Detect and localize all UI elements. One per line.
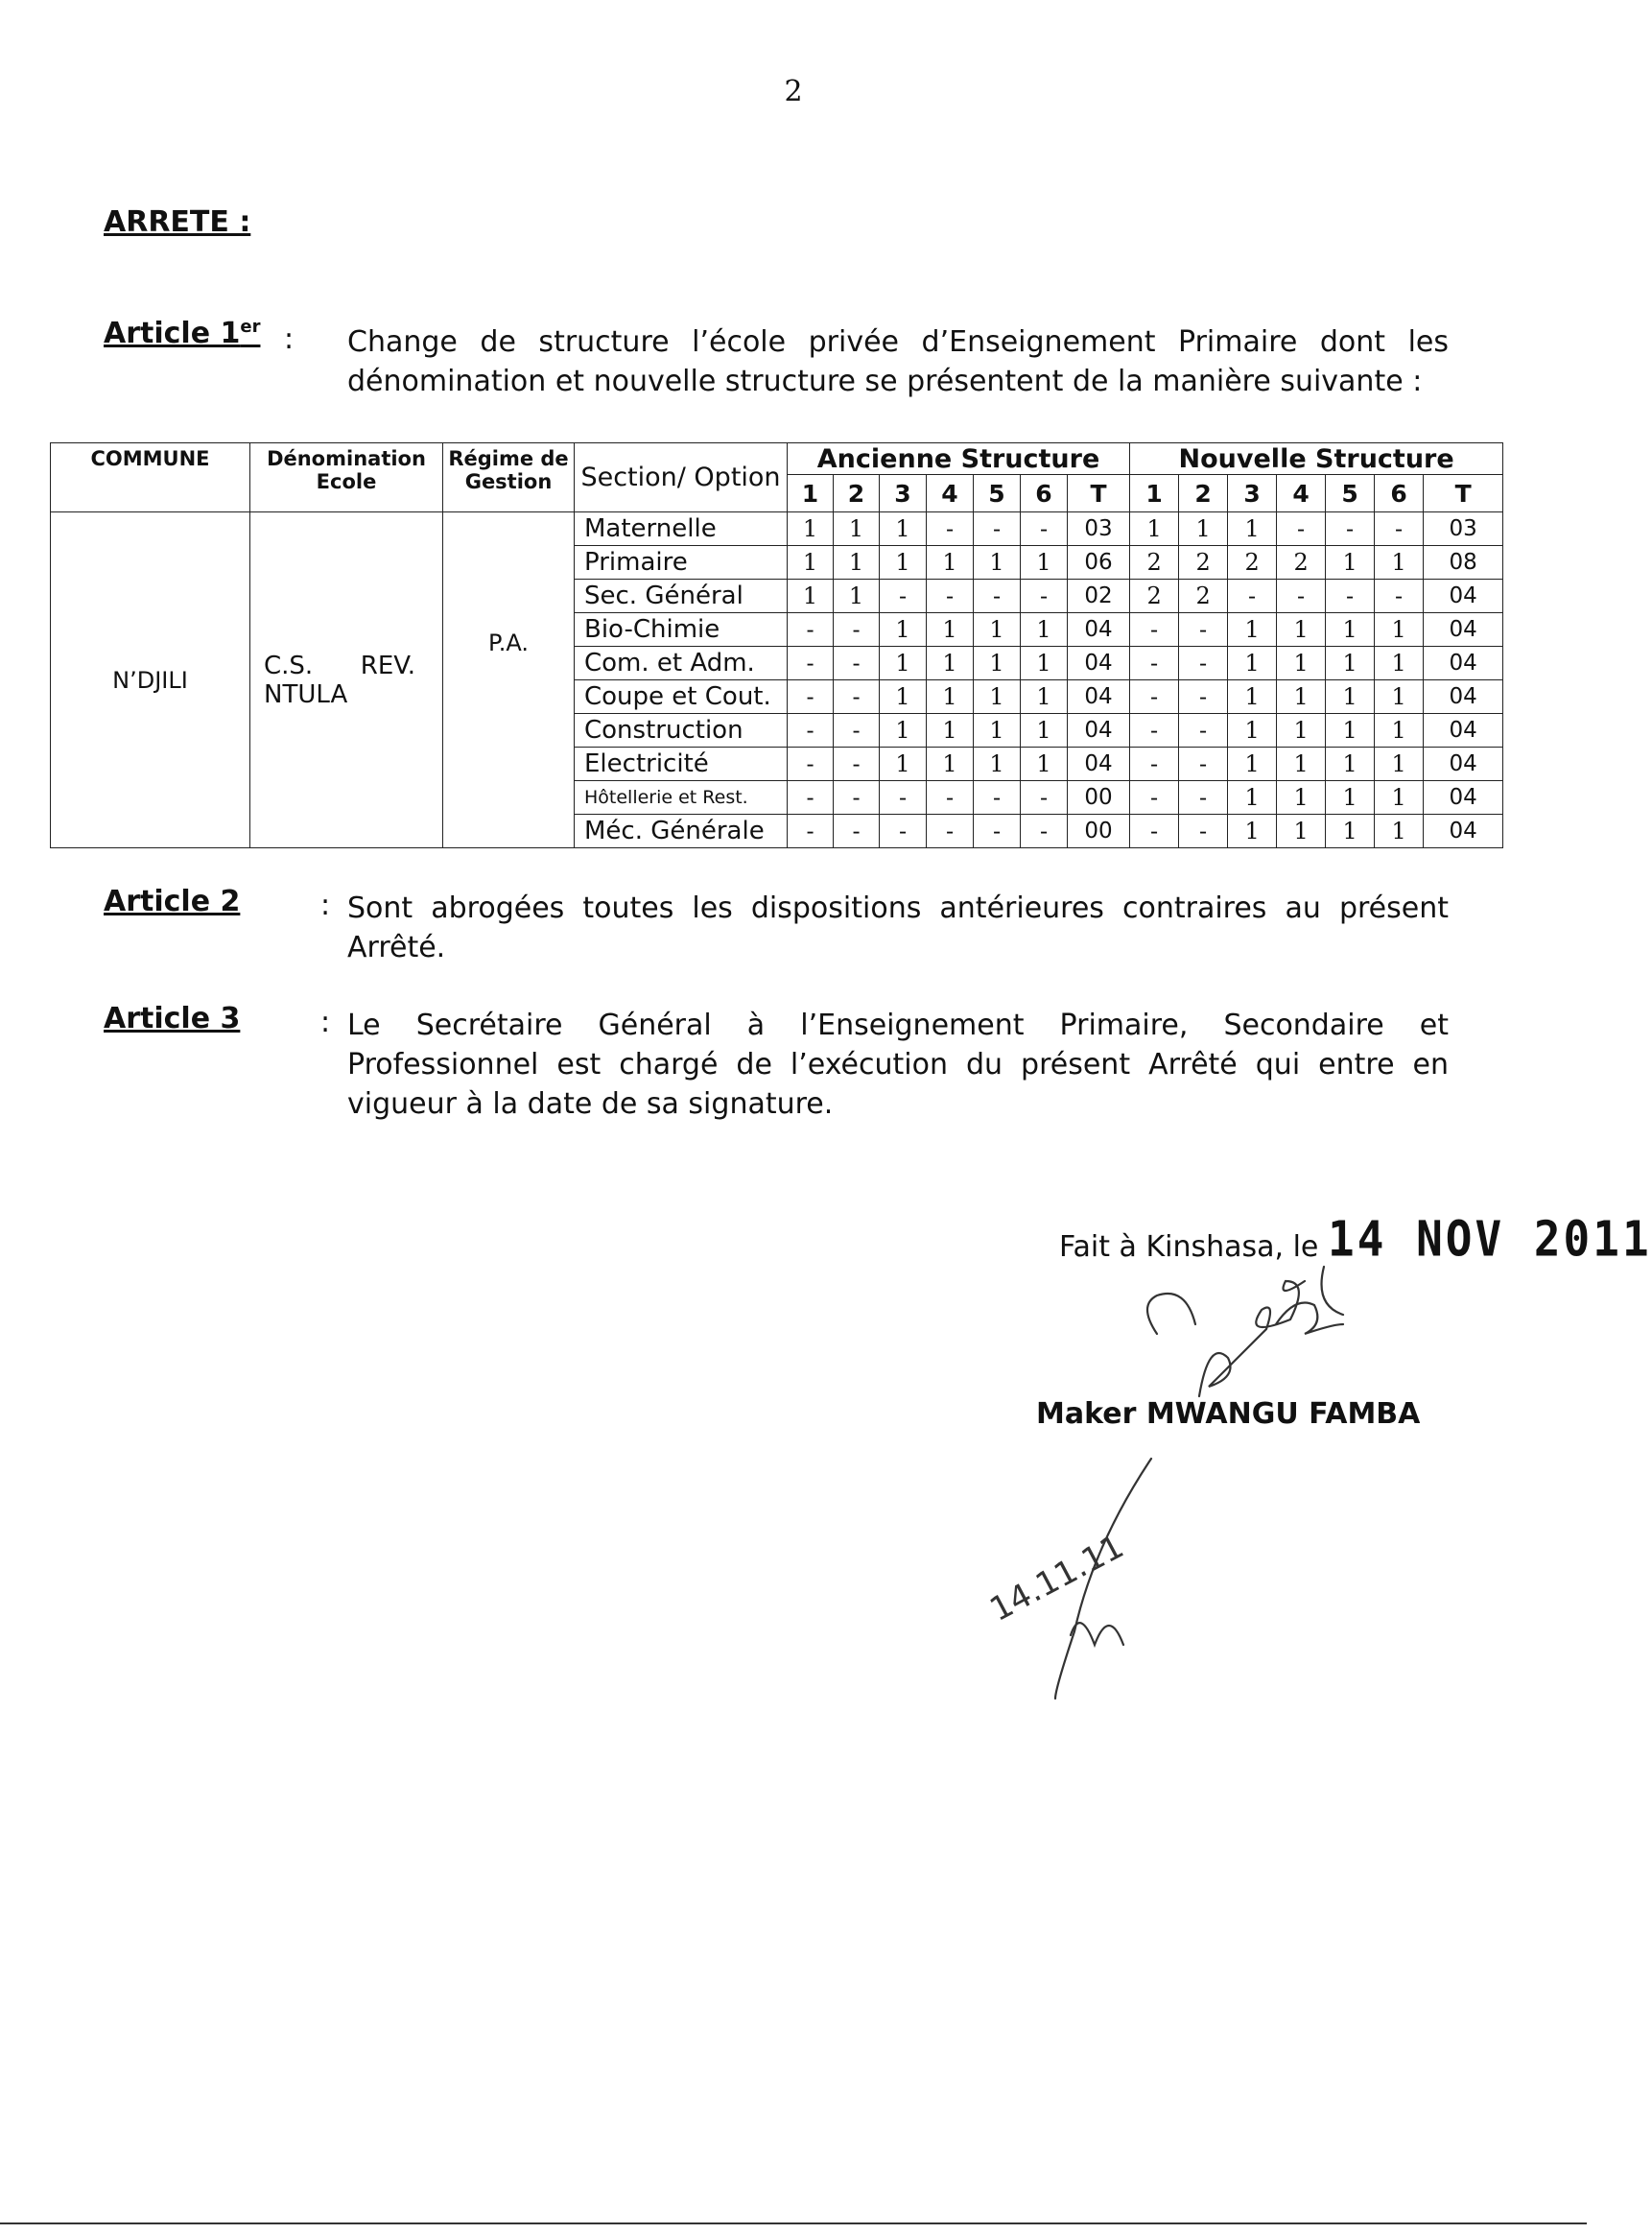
option-cell: Coupe et Cout. xyxy=(575,680,788,714)
nouvelle-value-cell: 1 xyxy=(1228,613,1277,647)
ancienne-value-cell: 02 xyxy=(1068,580,1130,613)
header-nouvelle-structure: Nouvelle Structure xyxy=(1130,443,1503,475)
nouvelle-value-cell: 1 xyxy=(1130,512,1179,546)
option-cell: Hôtellerie et Rest. xyxy=(575,781,788,815)
ancienne-value-cell: - xyxy=(788,613,834,647)
nouvelle-value-cell: 2 xyxy=(1228,546,1277,580)
ancienne-value-cell: - xyxy=(1021,781,1068,815)
nouvelle-value-cell: - xyxy=(1179,613,1228,647)
ancienne-value-cell: 1 xyxy=(1021,748,1068,781)
ancienne-value-cell: 04 xyxy=(1068,613,1130,647)
ancienne-value-cell: 06 xyxy=(1068,546,1130,580)
header-ancienne-structure: Ancienne Structure xyxy=(788,443,1130,475)
header-nouvelle-col: 6 xyxy=(1375,475,1424,512)
ancienne-value-cell: - xyxy=(834,781,880,815)
ancienne-value-cell: - xyxy=(788,647,834,680)
header-nouvelle-col: 5 xyxy=(1326,475,1375,512)
nouvelle-value-cell: - xyxy=(1326,512,1375,546)
nouvelle-value-cell: 1 xyxy=(1326,647,1375,680)
nouvelle-value-cell: 1 xyxy=(1228,781,1277,815)
nouvelle-value-cell: 1 xyxy=(1326,815,1375,848)
header-commune: COMMUNE xyxy=(51,443,250,512)
ecole-line-2: NTULA xyxy=(264,679,348,709)
ancienne-value-cell: 1 xyxy=(974,546,1021,580)
ancienne-value-cell: - xyxy=(834,815,880,848)
nouvelle-value-cell: 1 xyxy=(1228,815,1277,848)
nouvelle-value-cell: 1 xyxy=(1326,680,1375,714)
ancienne-value-cell: 04 xyxy=(1068,680,1130,714)
ancienne-value-cell: 1 xyxy=(974,680,1021,714)
handwritten-initials: 14.11.11 xyxy=(983,1527,1130,1629)
option-cell: Méc. Générale xyxy=(575,815,788,848)
ancienne-value-cell: 04 xyxy=(1068,647,1130,680)
option-cell: Maternelle xyxy=(575,512,788,546)
ancienne-value-cell: 1 xyxy=(788,512,834,546)
nouvelle-value-cell: 04 xyxy=(1424,613,1503,647)
nouvelle-value-cell: 04 xyxy=(1424,815,1503,848)
nouvelle-value-cell: 1 xyxy=(1375,815,1424,848)
nouvelle-value-cell: 04 xyxy=(1424,580,1503,613)
nouvelle-value-cell: - xyxy=(1130,781,1179,815)
nouvelle-value-cell: - xyxy=(1375,512,1424,546)
option-cell: Com. et Adm. xyxy=(575,647,788,680)
nouvelle-value-cell: 2 xyxy=(1130,580,1179,613)
nouvelle-value-cell: 04 xyxy=(1424,748,1503,781)
ancienne-value-cell: 1 xyxy=(834,512,880,546)
nouvelle-value-cell: 1 xyxy=(1277,647,1326,680)
ancienne-value-cell: - xyxy=(974,781,1021,815)
ancienne-value-cell: 1 xyxy=(1021,680,1068,714)
nouvelle-value-cell: 1 xyxy=(1277,748,1326,781)
ancienne-value-cell: 1 xyxy=(880,546,927,580)
nouvelle-value-cell: 03 xyxy=(1424,512,1503,546)
header-ancienne-col: T xyxy=(1068,475,1130,512)
nouvelle-value-cell: 1 xyxy=(1228,680,1277,714)
article-2-colon: : xyxy=(320,889,331,922)
ancienne-value-cell: - xyxy=(1021,815,1068,848)
nouvelle-value-cell: 1 xyxy=(1277,680,1326,714)
ancienne-value-cell: - xyxy=(974,815,1021,848)
ecole-line-1: C.S. REV. xyxy=(264,651,415,680)
header-ancienne-col: 4 xyxy=(927,475,974,512)
nouvelle-value-cell: - xyxy=(1228,580,1277,613)
ancienne-value-cell: 1 xyxy=(927,714,974,748)
ancienne-value-cell: - xyxy=(927,815,974,848)
signatory-name: Maker MWANGU FAMBA xyxy=(1036,1397,1421,1431)
nouvelle-value-cell: 1 xyxy=(1375,613,1424,647)
nouvelle-value-cell: - xyxy=(1130,613,1179,647)
ancienne-value-cell: - xyxy=(880,580,927,613)
nouvelle-value-cell: 1 xyxy=(1375,546,1424,580)
ancienne-value-cell: 1 xyxy=(974,714,1021,748)
nouvelle-value-cell: 1 xyxy=(1277,613,1326,647)
ancienne-value-cell: 1 xyxy=(880,714,927,748)
nouvelle-value-cell: - xyxy=(1130,680,1179,714)
nouvelle-value-cell: 08 xyxy=(1424,546,1503,580)
article-1-colon: : xyxy=(284,322,295,356)
article-3-label: Article 3 xyxy=(104,1002,241,1035)
footer-rule xyxy=(0,2222,1587,2224)
ancienne-value-cell: - xyxy=(788,680,834,714)
article-3-colon: : xyxy=(320,1006,331,1039)
ancienne-value-cell: 00 xyxy=(1068,781,1130,815)
ancienne-value-cell: 1 xyxy=(927,546,974,580)
header-nouvelle-col: 3 xyxy=(1228,475,1277,512)
nouvelle-value-cell: - xyxy=(1130,748,1179,781)
nouvelle-value-cell: 1 xyxy=(1228,512,1277,546)
article-2-text: Sont abrogées toutes les dispositions antérieures contraires au présent Arrêté. xyxy=(347,891,1449,964)
ancienne-value-cell: - xyxy=(880,781,927,815)
nouvelle-value-cell: 1 xyxy=(1375,748,1424,781)
ancienne-value-cell: - xyxy=(788,714,834,748)
header-ancienne-col: 5 xyxy=(974,475,1021,512)
nouvelle-value-cell: 1 xyxy=(1326,714,1375,748)
ancienne-value-cell: - xyxy=(1021,512,1068,546)
header-ancienne-col: 6 xyxy=(1021,475,1068,512)
nouvelle-value-cell: 2 xyxy=(1277,546,1326,580)
nouvelle-value-cell: 1 xyxy=(1228,647,1277,680)
header-nouvelle-col: 4 xyxy=(1277,475,1326,512)
nouvelle-value-cell: 1 xyxy=(1228,748,1277,781)
ancienne-value-cell: - xyxy=(788,815,834,848)
article-3-text: Le Secrétaire Général à l’Enseignement Primaire, Secondaire et Professionnel est chargé de l’exécution du présent Arrêté qui entre en vigueur à la date de sa signature. xyxy=(347,1009,1449,1121)
regime-cell: P.A. xyxy=(443,512,575,848)
header-ancienne-col: 2 xyxy=(834,475,880,512)
ancienne-value-cell: - xyxy=(834,613,880,647)
option-cell: Construction xyxy=(575,714,788,748)
nouvelle-value-cell: 1 xyxy=(1375,680,1424,714)
ancienne-value-cell: - xyxy=(834,647,880,680)
nouvelle-value-cell: 2 xyxy=(1130,546,1179,580)
nouvelle-value-cell: 04 xyxy=(1424,647,1503,680)
header-regime: Régime de Gestion xyxy=(443,443,575,512)
ancienne-value-cell: - xyxy=(880,815,927,848)
ancienne-value-cell: 1 xyxy=(834,580,880,613)
ancienne-value-cell: - xyxy=(927,512,974,546)
nouvelle-value-cell: 2 xyxy=(1179,580,1228,613)
ancienne-value-cell: 1 xyxy=(927,748,974,781)
ancienne-value-cell: 1 xyxy=(880,512,927,546)
nouvelle-value-cell: 1 xyxy=(1326,781,1375,815)
nouvelle-value-cell: - xyxy=(1130,714,1179,748)
header-nouvelle-col: 1 xyxy=(1130,475,1179,512)
ancienne-value-cell: 1 xyxy=(927,647,974,680)
ancienne-value-cell: - xyxy=(834,680,880,714)
ancienne-value-cell: 1 xyxy=(788,580,834,613)
ancienne-value-cell: 1 xyxy=(974,647,1021,680)
header-section: Section/ Option xyxy=(575,443,788,512)
ancienne-value-cell: 1 xyxy=(1021,714,1068,748)
ancienne-value-cell: 1 xyxy=(788,546,834,580)
nouvelle-value-cell: - xyxy=(1179,781,1228,815)
article-1-text: Change de structure l’école privée d’Enseignement Primaire dont les dénomination et nouvelle structure se présentent de la manière suivante : xyxy=(347,325,1449,398)
nouvelle-value-cell: 1 xyxy=(1179,512,1228,546)
nouvelle-value-cell: 1 xyxy=(1375,714,1424,748)
nouvelle-value-cell: - xyxy=(1179,647,1228,680)
nouvelle-value-cell: - xyxy=(1277,580,1326,613)
stamp-date: 14 NOV 2011 xyxy=(1328,1210,1652,1268)
nouvelle-value-cell: 1 xyxy=(1277,781,1326,815)
article-1-label: Article 1er xyxy=(104,317,261,350)
ancienne-value-cell: 1 xyxy=(927,680,974,714)
page-number: 2 xyxy=(784,75,803,108)
ancienne-value-cell: - xyxy=(927,580,974,613)
header-ancienne-col: 1 xyxy=(788,475,834,512)
ancienne-value-cell: - xyxy=(788,748,834,781)
ancienne-value-cell: 1 xyxy=(834,546,880,580)
ancienne-value-cell: - xyxy=(834,714,880,748)
header-nouvelle-col: 2 xyxy=(1179,475,1228,512)
ancienne-value-cell: 1 xyxy=(1021,647,1068,680)
ancienne-value-cell: 1 xyxy=(880,647,927,680)
nouvelle-value-cell: - xyxy=(1326,580,1375,613)
ancienne-value-cell: - xyxy=(834,748,880,781)
ancienne-value-cell: 1 xyxy=(880,680,927,714)
nouvelle-value-cell: - xyxy=(1179,680,1228,714)
ancienne-value-cell: - xyxy=(974,512,1021,546)
nouvelle-value-cell: 1 xyxy=(1375,647,1424,680)
ancienne-value-cell: 04 xyxy=(1068,714,1130,748)
ancienne-value-cell: 1 xyxy=(927,613,974,647)
nouvelle-value-cell: 04 xyxy=(1424,714,1503,748)
option-cell: Sec. Général xyxy=(575,580,788,613)
nouvelle-value-cell: - xyxy=(1179,748,1228,781)
commune-cell: N’DJILI xyxy=(51,512,250,848)
option-cell: Primaire xyxy=(575,546,788,580)
header-ancienne-col: 3 xyxy=(880,475,927,512)
ancienne-value-cell: 1 xyxy=(974,613,1021,647)
fait-a-kinshasa: Fait à Kinshasa, le xyxy=(1059,1230,1319,1264)
nouvelle-value-cell: 1 xyxy=(1277,815,1326,848)
option-cell: Electricité xyxy=(575,748,788,781)
nouvelle-value-cell: 1 xyxy=(1326,748,1375,781)
nouvelle-value-cell: 04 xyxy=(1424,781,1503,815)
nouvelle-value-cell: 04 xyxy=(1424,680,1503,714)
article-2-label: Article 2 xyxy=(104,885,241,918)
ancienne-value-cell: - xyxy=(1021,580,1068,613)
nouvelle-value-cell: - xyxy=(1277,512,1326,546)
nouvelle-value-cell: 1 xyxy=(1326,546,1375,580)
ancienne-value-cell: 1 xyxy=(1021,613,1068,647)
nouvelle-value-cell: - xyxy=(1130,647,1179,680)
heading-arrete: ARRETE : xyxy=(104,205,251,239)
nouvelle-value-cell: 1 xyxy=(1326,613,1375,647)
ancienne-value-cell: 04 xyxy=(1068,748,1130,781)
header-nouvelle-col: T xyxy=(1424,475,1503,512)
nouvelle-value-cell: - xyxy=(1375,580,1424,613)
nouvelle-value-cell: 1 xyxy=(1277,714,1326,748)
nouvelle-value-cell: 2 xyxy=(1179,546,1228,580)
ancienne-value-cell: 1 xyxy=(880,748,927,781)
option-cell: Bio-Chimie xyxy=(575,613,788,647)
ancienne-value-cell: - xyxy=(927,781,974,815)
ancienne-value-cell: 1 xyxy=(1021,546,1068,580)
ancienne-value-cell: 03 xyxy=(1068,512,1130,546)
nouvelle-value-cell: 1 xyxy=(1375,781,1424,815)
nouvelle-value-cell: 1 xyxy=(1228,714,1277,748)
nouvelle-value-cell: - xyxy=(1179,815,1228,848)
nouvelle-value-cell: - xyxy=(1179,714,1228,748)
ancienne-value-cell: - xyxy=(974,580,1021,613)
ancienne-value-cell: - xyxy=(788,781,834,815)
nouvelle-value-cell: - xyxy=(1130,815,1179,848)
ancienne-value-cell: 00 xyxy=(1068,815,1130,848)
ancienne-value-cell: 1 xyxy=(974,748,1021,781)
header-denomination: Dénomination Ecole xyxy=(250,443,443,512)
ancienne-value-cell: 1 xyxy=(880,613,927,647)
